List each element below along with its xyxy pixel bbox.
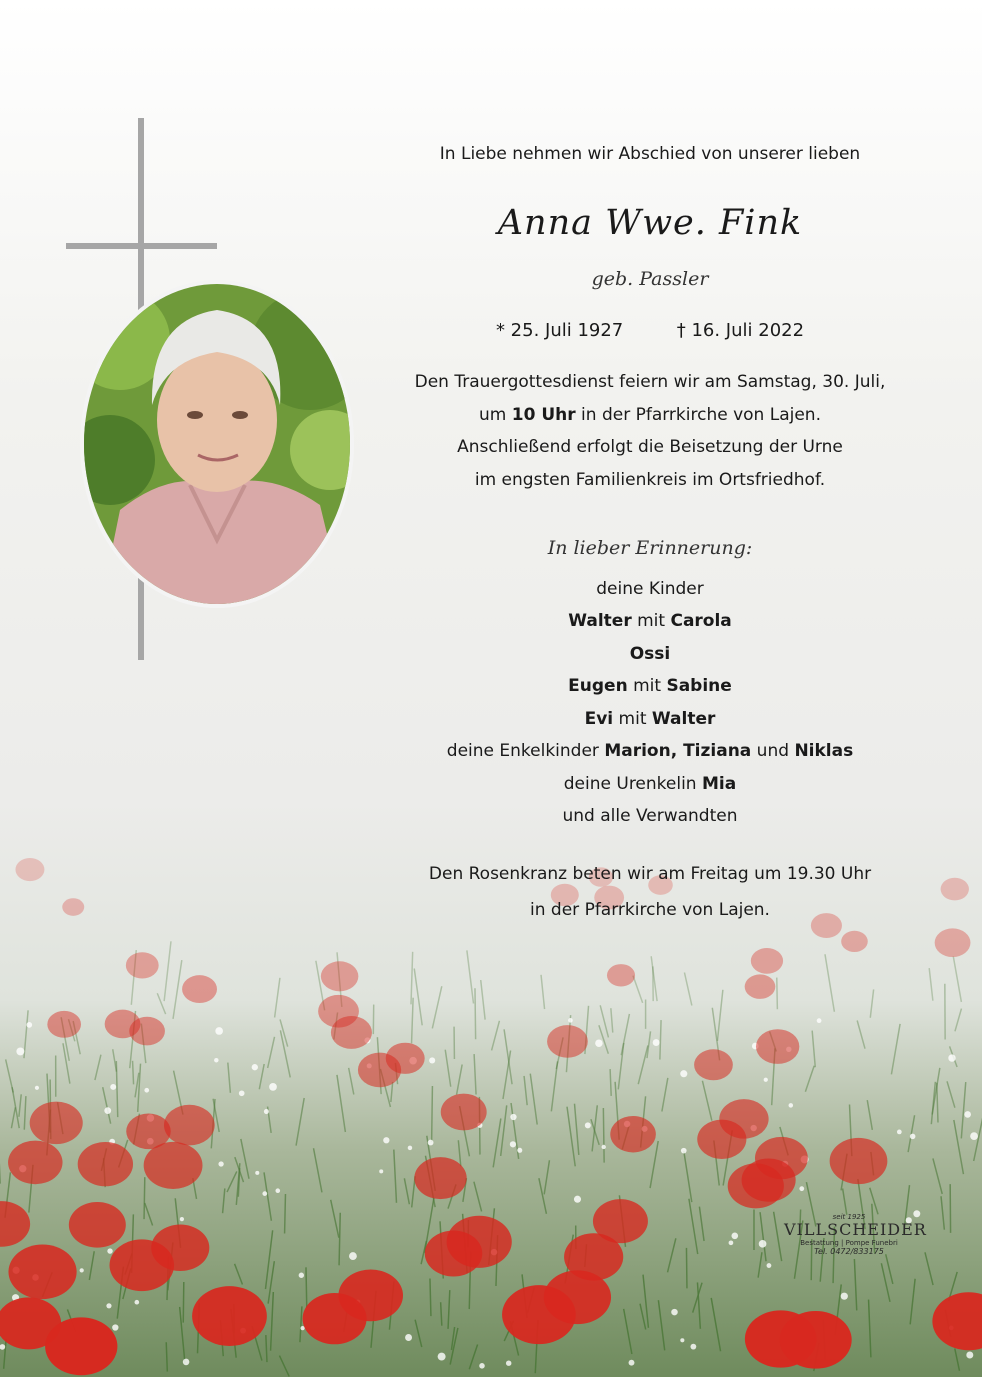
rosary-line-1: Den Rosenkranz beten wir am Freitag um 19.30 Uhr: [428, 864, 872, 884]
poppy-flower: [78, 1142, 133, 1186]
grass-blade: [275, 978, 280, 1018]
funeral-home-logo: [784, 1213, 927, 1256]
daisy: [239, 1090, 245, 1096]
grass-blade: [144, 1177, 145, 1219]
daisy: [214, 1058, 218, 1062]
family-name: Mia: [702, 774, 737, 794]
death-date: † 16. Juli 2022: [676, 320, 805, 341]
service-text: Anschließend erfolgt die Beisetzung der Urne: [457, 437, 843, 457]
grass-blade: [941, 1196, 944, 1229]
poppy-flower: [8, 1245, 76, 1300]
grass-blade: [349, 1068, 354, 1095]
daisy: [26, 1022, 32, 1028]
grass-blade: [929, 968, 933, 1001]
family-name: Marion, Tiziana: [604, 741, 752, 761]
daisy: [897, 1130, 902, 1135]
poppy-flower: [144, 1142, 203, 1189]
daisy: [80, 1268, 84, 1272]
daisy: [300, 1326, 304, 1330]
grass-blade: [89, 1251, 94, 1280]
daisy: [112, 1324, 118, 1330]
relatives-line: und alle Verwandten: [562, 806, 738, 826]
grass-blade: [314, 1148, 322, 1192]
poppy-flower: [331, 1016, 372, 1049]
logo-phone: Tel. 0472/833175: [814, 1247, 884, 1256]
family-line-eugen: [410, 676, 890, 696]
grass-blade: [145, 1203, 153, 1226]
connector: mit: [631, 611, 671, 631]
connector: und: [751, 741, 795, 761]
family-line-ossi: [410, 644, 890, 664]
grass-blade: [266, 1335, 267, 1362]
poppy-flower: [941, 878, 969, 901]
family-name: Evi: [584, 709, 614, 729]
grass-blade: [947, 1081, 955, 1107]
daisy: [104, 1107, 111, 1114]
poppy-flower: [932, 1292, 982, 1350]
grass-blade: [24, 1096, 26, 1130]
grass-blade: [164, 941, 171, 1001]
daisy: [910, 1134, 916, 1140]
daisy: [252, 1064, 258, 1070]
logo-subtitle: Bestattung | Pompe Funebri: [800, 1239, 898, 1247]
grass-blade: [183, 1282, 184, 1323]
family-name: Ossi: [629, 644, 671, 664]
daisy: [255, 1171, 259, 1175]
grass-blade: [166, 1342, 167, 1371]
daisy: [383, 1137, 389, 1143]
grass-blade: [953, 956, 961, 1001]
grass-blade: [908, 1115, 914, 1152]
service-line-2: [410, 405, 890, 425]
daisy: [144, 1088, 149, 1093]
grass-blade: [300, 1306, 302, 1342]
grass-blade: [337, 1075, 345, 1132]
connector: mit: [627, 676, 667, 696]
poppy-flower: [164, 1105, 215, 1146]
grass-blade: [279, 1356, 289, 1377]
family-line-evi: [410, 709, 890, 729]
grass-blade: [227, 1171, 237, 1192]
grass-blade: [296, 1098, 304, 1146]
grass-blade: [306, 1267, 307, 1308]
grass-blade: [331, 1200, 339, 1238]
connector: deine Urenkelin: [563, 774, 702, 794]
connector: mit: [613, 709, 652, 729]
daisy: [180, 1217, 184, 1221]
grass-blade: [228, 1063, 231, 1093]
grass-blade: [285, 1194, 286, 1234]
grass-blade: [19, 1094, 21, 1117]
poppy-flower: [8, 1141, 62, 1185]
poppy-flower: [69, 1202, 126, 1248]
grass-blade: [235, 1264, 243, 1285]
grass-blade: [955, 1009, 962, 1032]
grass-blade: [925, 1252, 933, 1285]
poppy-flower: [182, 975, 217, 1003]
grass-blade: [138, 1064, 141, 1112]
grass-blade: [339, 1213, 340, 1266]
cross-horizontal-bar: [66, 243, 217, 249]
grass-blade: [4, 1339, 6, 1369]
poppy-flower: [62, 898, 84, 916]
poppy-flower: [45, 1317, 117, 1375]
daisy: [183, 1359, 190, 1366]
service-line-4: [410, 470, 890, 490]
grass-blade: [910, 1279, 915, 1325]
family-name: Walter: [651, 709, 716, 729]
daisy: [913, 1210, 920, 1217]
grass-blade: [268, 1037, 275, 1068]
intro-line: In Liebe nehmen wir Abschied von unserer lieben: [439, 144, 861, 164]
daisy: [299, 1273, 304, 1278]
grass-blade: [173, 960, 182, 1019]
grass-blade: [24, 1010, 28, 1058]
daisy: [966, 1351, 973, 1358]
life-dates: [410, 320, 890, 341]
connector: deine Enkelkinder: [446, 741, 605, 761]
daisy: [970, 1132, 978, 1140]
family-name: Walter: [568, 611, 632, 631]
grass-blade: [103, 1087, 111, 1124]
daisy: [269, 1083, 277, 1091]
service-text: im engsten Familienkreis im Ortsfriedhof.: [474, 470, 826, 490]
poppy-flower: [321, 961, 359, 991]
rosary-line-2: in der Pfarrkirche von Lajen.: [530, 900, 770, 920]
family-name: Eugen: [568, 676, 628, 696]
poppy-flower: [30, 1102, 83, 1144]
family-name: Carola: [670, 611, 732, 631]
poppy-flower: [0, 1201, 30, 1247]
service-text: um: [479, 405, 512, 425]
daisy: [964, 1111, 971, 1118]
service-text: Den Trauergottesdienst feiern wir am Samstag, 30. Juli,: [414, 372, 886, 392]
family-name: Sabine: [666, 676, 732, 696]
grass-blade: [391, 1082, 393, 1102]
poppy-flower: [151, 1225, 209, 1271]
grass-blade: [271, 1292, 274, 1351]
poppy-flower: [47, 1011, 81, 1038]
daisy: [106, 1303, 111, 1308]
grass-blade: [133, 1061, 134, 1085]
daisy: [110, 1084, 116, 1090]
logo-since: seit 1925: [832, 1213, 866, 1221]
daisy: [264, 1109, 269, 1114]
grass-blade: [933, 1158, 942, 1194]
daisy: [134, 1300, 139, 1305]
daisy: [107, 1248, 112, 1253]
service-line-1: [410, 372, 890, 392]
poppy-flower: [935, 928, 971, 957]
grass-blade: [259, 1064, 264, 1089]
grass-blade: [95, 1055, 101, 1080]
family-line-walter: [410, 611, 890, 631]
daisy: [16, 1047, 24, 1055]
children-intro: deine Kinder: [596, 579, 704, 599]
grass-blade: [241, 1139, 249, 1179]
daisy: [0, 1344, 5, 1350]
daisy: [379, 1169, 383, 1173]
daisy: [262, 1191, 267, 1196]
family-name: Niklas: [794, 741, 854, 761]
service-text: in der Pfarrkirche von Lajen.: [575, 405, 821, 425]
daisy: [35, 1086, 39, 1090]
daisy: [215, 1027, 223, 1035]
poppy-flower: [303, 1293, 367, 1344]
portrait-photo: [80, 280, 354, 608]
grass-blade: [113, 1049, 117, 1071]
grass-blade: [394, 1150, 397, 1203]
grass-blade: [11, 1107, 15, 1128]
memory-title: In lieber Erinnerung:: [547, 537, 753, 559]
great-grandchild-line: [410, 774, 890, 794]
daisy: [218, 1161, 223, 1166]
poppy-flower: [192, 1286, 267, 1346]
grass-blade: [264, 1172, 271, 1220]
poppy-flower: [105, 1010, 141, 1039]
deceased-name: Anna Wwe. Fink: [497, 203, 803, 243]
grass-blade: [961, 1082, 965, 1138]
poppy-flower: [15, 858, 44, 881]
grandchildren-line: [410, 741, 890, 761]
daisy: [275, 1188, 280, 1193]
grass-blade: [891, 1024, 900, 1075]
poppy-flower: [126, 952, 159, 978]
birth-date: * 25. Juli 1927: [495, 320, 624, 341]
birth-name: geb. Passler: [591, 268, 709, 290]
daisy: [948, 1054, 955, 1061]
grass-blade: [955, 1349, 960, 1371]
grass-blade: [404, 1178, 409, 1204]
logo-brand: VILLSCHEIDER: [784, 1220, 927, 1239]
service-time: 10 Uhr: [511, 405, 576, 425]
grass-blade: [180, 1307, 185, 1363]
service-line-3: [410, 437, 890, 457]
daisy: [349, 1252, 357, 1260]
grass-blade: [223, 1188, 225, 1213]
